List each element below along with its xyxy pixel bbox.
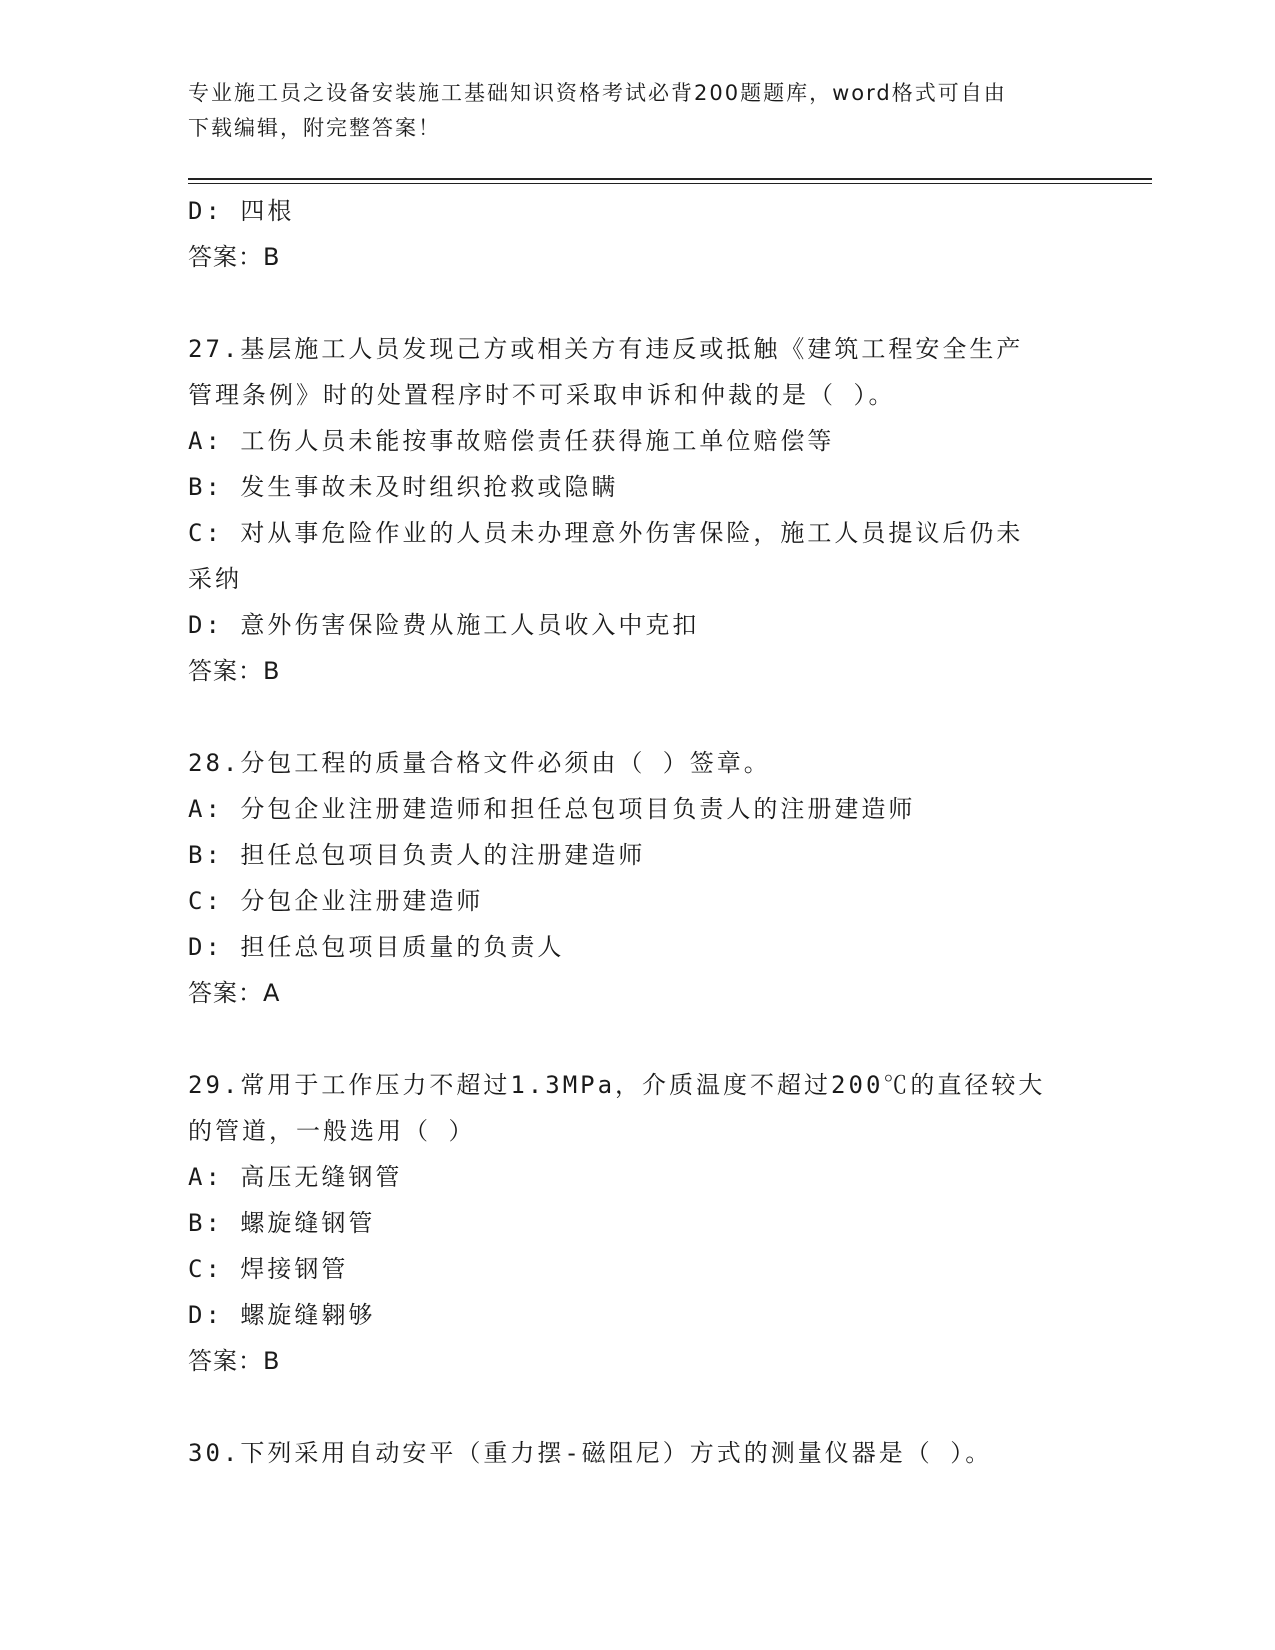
answer: 答案：B (188, 243, 281, 271)
option-d: D: 担任总包项目质量的负责人 (188, 933, 565, 961)
header-note-line-2: 下载编辑，附完整答案！ (188, 116, 441, 140)
option-a: A: 高压无缝钢管 (188, 1163, 403, 1191)
option-d: D: 螺旋缝翱够 (188, 1301, 376, 1329)
option-c-line-1: C: 对从事危险作业的人员未办理意外伤害保险，施工人员提议后仍未 (188, 519, 1024, 547)
spacer (188, 280, 1078, 326)
question-29 (188, 1062, 1078, 1384)
header-divider-thin (188, 183, 1152, 184)
header-note-line-1: 专业施工员之设备安装施工基础知识资格考试必背200题题库，word格式可自由 (188, 81, 1007, 105)
option-b: B: 发生事故未及时组织抢救或隐瞒 (188, 473, 619, 501)
option-b: B: 螺旋缝钢管 (188, 1209, 376, 1237)
option-a: A: 分包企业注册建造师和担任总包项目负责人的注册建造师 (188, 795, 916, 823)
header-note (188, 76, 1068, 146)
option-b: B: 担任总包项目负责人的注册建造师 (188, 841, 646, 869)
answer: 答案：A (188, 979, 281, 1007)
header-divider-thick (188, 178, 1152, 180)
question-stem-line-2: 的管道，一般选用（ ） (188, 1117, 476, 1145)
question-26-tail (188, 188, 1078, 280)
question-27 (188, 326, 1078, 694)
option-a: A: 工伤人员未能按事故赔偿责任获得施工单位赔偿等 (188, 427, 835, 455)
question-28 (188, 740, 1078, 1016)
option-d: D: 四根 (188, 197, 295, 225)
question-stem-line-1: 28.分包工程的质量合格文件必须由（ ）签章。 (188, 749, 771, 777)
spacer (188, 1016, 1078, 1062)
question-stem-line-2: 管理条例》时的处置程序时不可采取申诉和仲裁的是（ ）。 (188, 381, 896, 409)
option-c-line-2: 采纳 (188, 565, 242, 593)
spacer (188, 694, 1078, 740)
spacer (188, 1384, 1078, 1430)
question-list (188, 188, 1078, 1476)
question-30 (188, 1430, 1078, 1476)
question-stem-line-1: 27.基层施工人员发现己方或相关方有违反或抵触《建筑工程安全生产 (188, 335, 1024, 363)
answer: 答案：B (188, 657, 281, 685)
question-stem-line-1: 30.下列采用自动安平（重力摆-磁阻尼）方式的测量仪器是（ ）。 (188, 1439, 993, 1467)
option-d: D: 意外伤害保险费从施工人员收入中克扣 (188, 611, 700, 639)
option-c: C: 焊接钢管 (188, 1255, 349, 1283)
answer: 答案：B (188, 1347, 281, 1375)
question-stem-line-1: 29.常用于工作压力不超过1.3MPa，介质温度不超过200℃的直径较大 (188, 1071, 1046, 1099)
option-c: C: 分包企业注册建造师 (188, 887, 484, 915)
